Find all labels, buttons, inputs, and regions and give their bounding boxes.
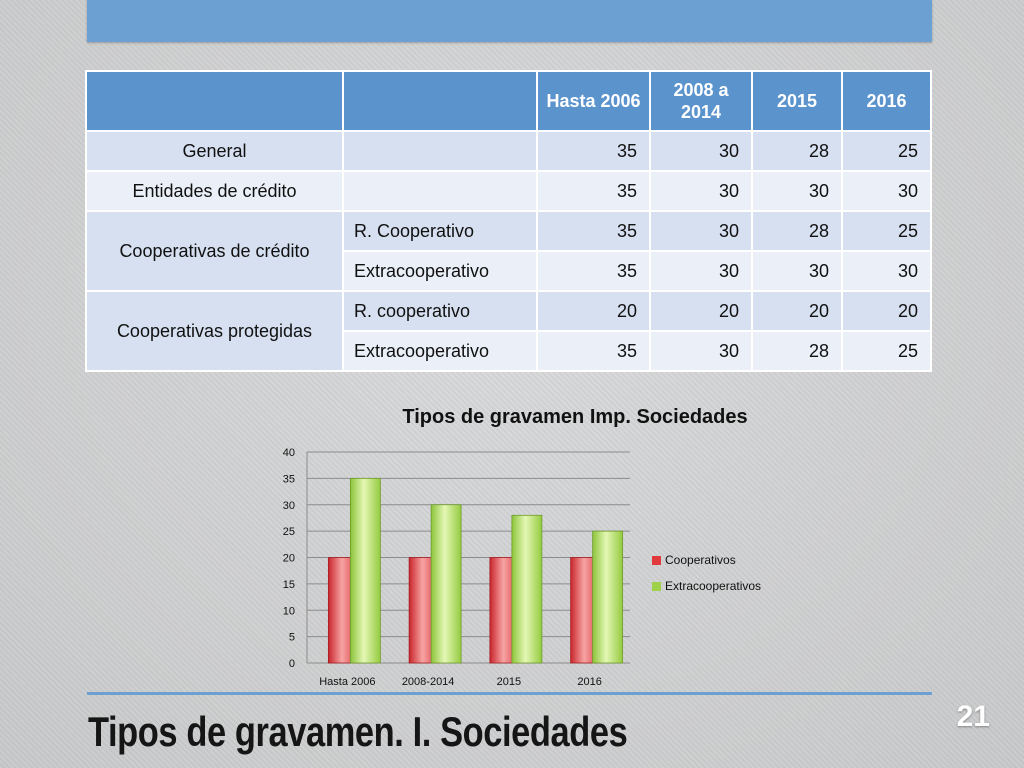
table-cell: 20 <box>842 291 931 331</box>
y-tick-label: 5 <box>288 631 295 644</box>
header-cell <box>86 71 343 131</box>
table-cell: 30 <box>752 251 842 291</box>
table-header-row <box>86 71 931 131</box>
y-tick-label: 15 <box>282 578 295 591</box>
header-cell-2016: 2016 <box>842 71 931 131</box>
table-cell: 35 <box>537 171 650 211</box>
y-tick-label: 10 <box>282 605 295 618</box>
row-sub-label: Extracooperativo <box>343 251 537 291</box>
table-cell: 28 <box>752 331 842 371</box>
header-cell-hasta-2006: Hasta 2006 <box>537 71 650 131</box>
table-cell: 30 <box>650 211 752 251</box>
row-group-label: Cooperativas de crédito <box>86 211 343 291</box>
header-cell-2008-2014: 2008 a 2014 <box>650 71 752 131</box>
x-tick-label: 2015 <box>496 676 522 688</box>
header-cell-2015: 2015 <box>752 71 842 131</box>
table-cell: 25 <box>842 211 931 251</box>
table-cell: 35 <box>537 211 650 251</box>
y-tick-label: 25 <box>282 526 295 539</box>
y-tick-label: 30 <box>282 499 295 512</box>
table-cell: 28 <box>752 211 842 251</box>
bar-extracooperativos-2 <box>512 515 542 663</box>
tax-rates-table <box>85 70 932 372</box>
table-cell: 30 <box>650 331 752 371</box>
y-tick-label: 0 <box>288 658 295 670</box>
table-cell: 35 <box>537 131 650 171</box>
legend-item-cooperativos <box>652 547 761 573</box>
table-cell: 30 <box>842 251 931 291</box>
y-tick-label: 40 <box>282 447 295 459</box>
slide-number: 21 <box>956 700 990 733</box>
table-cell: 20 <box>752 291 842 331</box>
table-cell: 25 <box>842 331 931 371</box>
bar-extracooperativos-1 <box>431 505 461 663</box>
row-sub-label: R. cooperativo <box>343 291 537 331</box>
table-cell: 20 <box>537 291 650 331</box>
x-tick-label: 2016 <box>577 676 602 688</box>
bar-extracooperativos-0 <box>350 478 380 663</box>
table-cell: 35 <box>537 331 650 371</box>
legend-swatch <box>652 582 661 591</box>
table-row <box>86 171 931 211</box>
table-cell: 35 <box>537 251 650 291</box>
bottom-divider <box>87 692 932 695</box>
table-row <box>86 291 931 331</box>
legend-label: Extracooperativos <box>665 579 762 593</box>
table-row <box>86 131 931 171</box>
table-cell: 30 <box>650 251 752 291</box>
row-group-label: Entidades de crédito <box>86 171 343 211</box>
x-tick-label: 2008-2014 <box>401 676 455 688</box>
table-cell: 30 <box>842 171 931 211</box>
chart-title: Tipos de gravamen Imp. Sociedades <box>402 406 748 428</box>
table-cell: 30 <box>650 131 752 171</box>
table-row <box>86 211 931 251</box>
table-cell: 20 <box>650 291 752 331</box>
row-sub-label <box>343 131 537 171</box>
row-sub-label: R. Cooperativo <box>343 211 537 251</box>
slide-title: Tipos de gravamen. I. Sociedades <box>88 708 628 755</box>
legend-swatch <box>652 556 661 565</box>
row-sub-label <box>343 171 537 211</box>
bar-extracooperativos-3 <box>593 531 623 663</box>
legend-item-extracooperativos <box>652 573 761 599</box>
table-cell: 30 <box>752 171 842 211</box>
row-group-label: General <box>86 131 343 171</box>
table-cell: 28 <box>752 131 842 171</box>
legend-label: Cooperativos <box>665 553 736 567</box>
y-tick-label: 35 <box>282 473 295 486</box>
y-tick-label: 20 <box>282 552 295 565</box>
table-cell: 30 <box>650 171 752 211</box>
header-cell <box>343 71 537 131</box>
chart-legend <box>652 547 761 599</box>
row-sub-label: Extracooperativo <box>343 331 537 371</box>
bar-chart <box>260 400 800 700</box>
table-cell: 25 <box>842 131 931 171</box>
x-tick-label: Hasta 2006 <box>319 676 376 688</box>
top-accent-bar <box>87 0 932 42</box>
row-group-label: Cooperativas protegidas <box>86 291 343 371</box>
